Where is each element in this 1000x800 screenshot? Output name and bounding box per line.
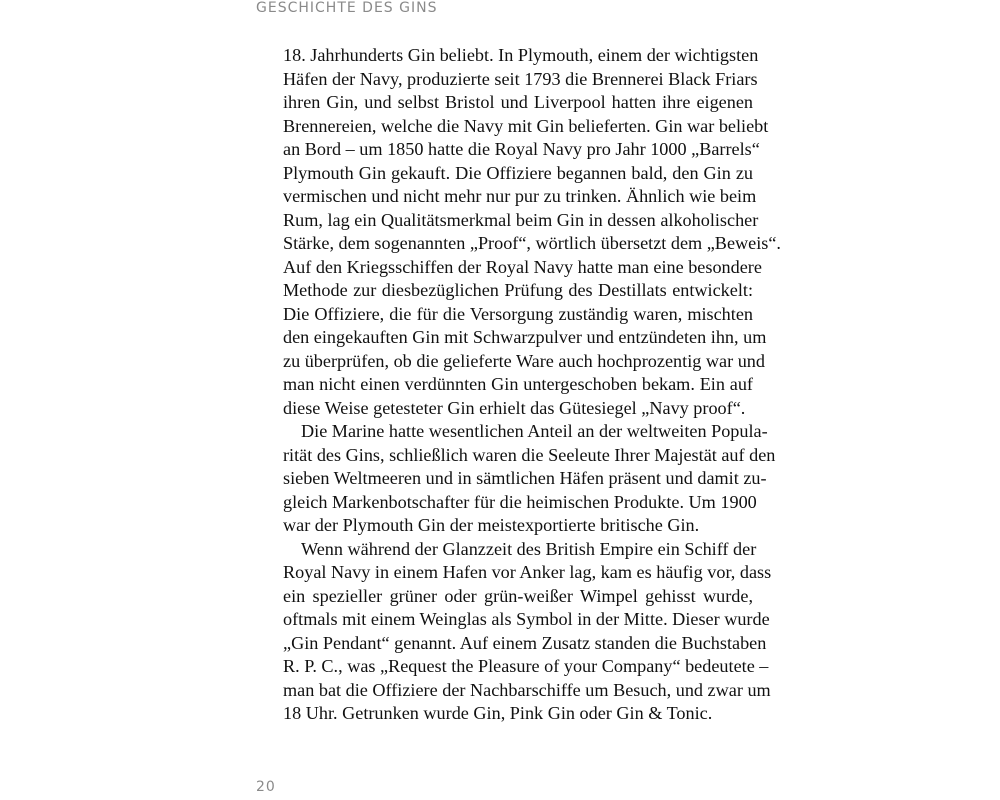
text-line: R. P. C., was „Request the Pleasure of your Company“ bedeutete –	[283, 656, 769, 676]
text-line: man bat die Offiziere der Nachbarschiffe um Besuch, und zwar um	[283, 679, 771, 700]
text-line: „Gin Pendant“ genannt. Auf einem Zusatz standen die Buchstaben	[283, 632, 767, 653]
text-line: Royal Navy in einem Hafen vor Anker lag, kam es häufig vor, dass	[283, 562, 772, 582]
text-line: rität des Gins, schließlich waren die Seeleute Ihrer Majestät auf den	[283, 444, 776, 465]
text-line: zu überprüfen, ob die gelieferte Ware auch hochprozentig war und	[283, 350, 765, 371]
text-line: Methode zur diesbezüglichen Prüfung des Destillats entwickelt:	[283, 280, 753, 300]
text-line: Stärke, dem sogenannten „Proof“, wörtlich übersetzt dem „Beweis“.	[283, 233, 781, 253]
text-line: sieben Weltmeeren und in sämtlichen Häfen präsent und damit zu-	[283, 468, 767, 488]
text-line: Wenn während der Glanzzeit des British Empire ein Schiff der	[301, 538, 757, 559]
text-line: 18. Jahrhunderts Gin beliebt. In Plymouth, einem der wichtigsten	[283, 45, 759, 65]
text-line: ihren Gin, und selbst Bristol und Liverpool hatten ihre eigenen	[283, 92, 753, 112]
text-line: Die Marine hatte wesentlichen Anteil an der weltweiten Popula-	[301, 421, 768, 441]
text-line: oftmals mit einem Weinglas als Symbol in der Mitte. Dieser wurde	[283, 609, 770, 629]
page-number: 20	[256, 779, 276, 795]
text-line: Rum, lag ein Qualitätsmerkmal beim Gin in dessen alkoholischer	[283, 209, 759, 230]
paragraph-3	[283, 538, 772, 726]
paragraph-2	[283, 420, 776, 538]
text-line: Plymouth Gin gekauft. Die Offiziere begannen bald, den Gin zu	[283, 162, 753, 183]
text-line: an Bord – um 1850 hatte die Royal Navy pro Jahr 1000 „Barrels“	[283, 139, 760, 159]
text-line: ein spezieller grüner oder grün-weißer Wimpel gehisst wurde,	[283, 585, 753, 606]
text-line: gleich Markenbotschafter für die heimischen Produkte. Um 1900	[283, 491, 757, 512]
text-line: Auf den Kriegsschiffen der Royal Navy hatte man eine besondere	[283, 256, 762, 277]
text-line: war der Plymouth Gin der meistexportierte britische Gin.	[283, 515, 700, 535]
body-text	[283, 44, 781, 726]
running-head: GESCHICHTE DES GINS	[256, 0, 438, 16]
text-line: 18 Uhr. Getrunken wurde Gin, Pink Gin oder Gin & Tonic.	[283, 703, 713, 723]
text-line: diese Weise getesteter Gin erhielt das Gütesiegel „Navy proof“.	[283, 397, 746, 418]
text-line: Die Offiziere, die für die Versorgung zuständig waren, mischten	[283, 303, 753, 324]
text-line: man nicht einen verdünnten Gin untergeschoben bekam. Ein auf	[283, 374, 753, 394]
text-line: Häfen der Navy, produzierte seit 1793 die Brennerei Black Friars	[283, 68, 758, 89]
text-line: Brennereien, welche die Navy mit Gin belieferten. Gin war beliebt	[283, 115, 769, 136]
text-line: den eingekauften Gin mit Schwarzpulver und entzündeten ihn, um	[283, 327, 767, 347]
text-line: vermischen und nicht mehr nur pur zu trinken. Ähnlich wie beim	[283, 186, 757, 206]
paragraph-1	[283, 44, 781, 420]
